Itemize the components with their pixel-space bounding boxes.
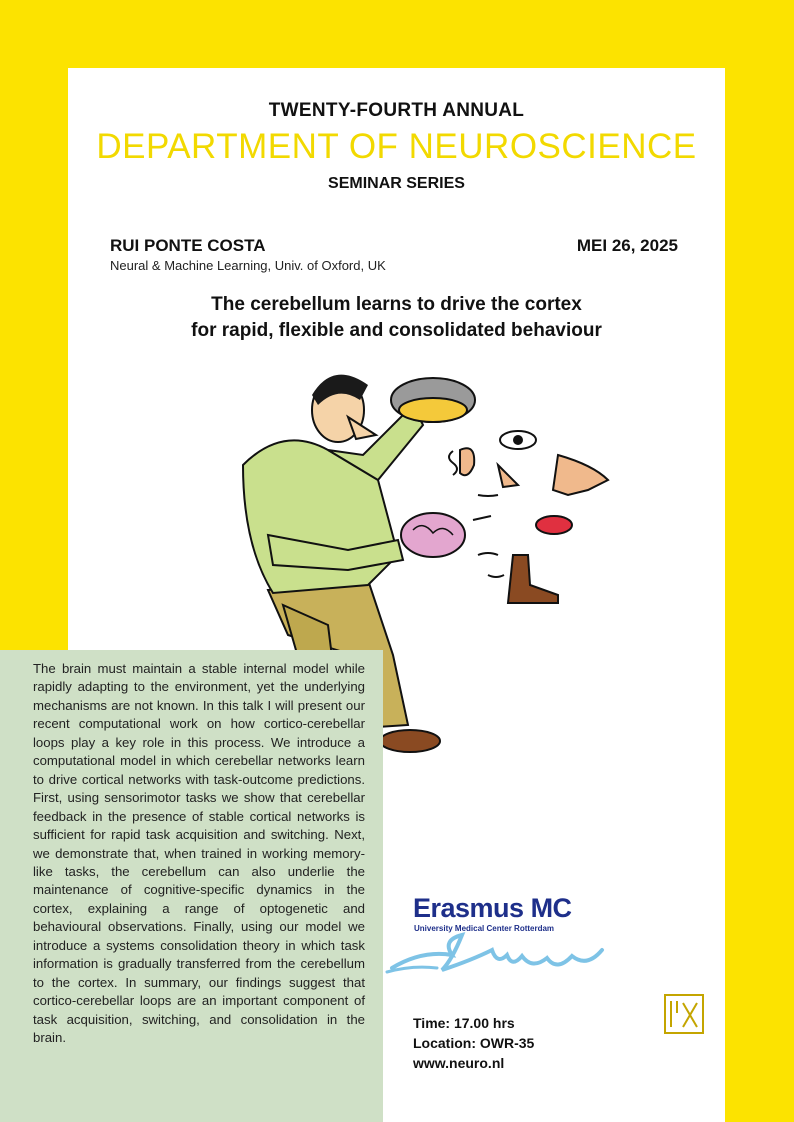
website-link[interactable]: www.neuro.nl	[413, 1055, 505, 1071]
artist-stamp	[663, 993, 705, 1035]
talk-title-line-2: for rapid, flexible and consolidated behaviour	[191, 320, 602, 341]
erasmus-mc-subtitle: University Medical Center Rotterdam	[414, 924, 555, 933]
erasmus-mc-logo: Erasmus MC	[413, 893, 572, 923]
seminar-time: Time: 17.00 hrs	[413, 1015, 515, 1031]
department-title: DEPARTMENT OF NEUROSCIENCE	[96, 127, 697, 166]
annual-heading: TWENTY-FOURTH ANNUAL	[268, 100, 525, 121]
seminar-location: Location: OWR-35	[413, 1035, 535, 1051]
series-heading: SEMINAR SERIES	[328, 175, 465, 192]
speaker-affiliation: Neural & Machine Learning, Univ. of Oxford, UK	[110, 258, 386, 273]
speaker-name: RUI PONTE COSTA	[110, 236, 266, 255]
seminar-date: MEI 26, 2025	[576, 236, 678, 255]
erasmus-signature-logo	[382, 920, 612, 980]
talk-title-line-1: The cerebellum learns to drive the cortex	[211, 294, 582, 315]
abstract-text: The brain must maintain a stable internal model while rapidly adapting to the environment, yet the underlying mechanisms are not known. In this talk I will present our recent computational work on how cortico-cerebellar loops play a key role in this process. We introduce a computational model in which cerebellar networks learn to drive cortical networks with task-outcome predictions. First, using sensorimotor tasks we show that cerebellar feedback in the presence of stable cortical networks is sufficient for rapid task acquisition and switching. Next, we demonstrate that, when trained in working memory-like tasks, the cerebellum can also underlie the maintenance of cognitive-specific dynamics in the cortex, explaining a range of optogenetic and behavioural observations. Finally, using our model we introduce a systems consolidation theory in which task information is gradually transferred from the cerebellum to the cortex. In summary, our findings suggest that cortico-cerebellar loops are an important component of task acquisition, switching, and consolidation in the brain.	[33, 661, 365, 1046]
